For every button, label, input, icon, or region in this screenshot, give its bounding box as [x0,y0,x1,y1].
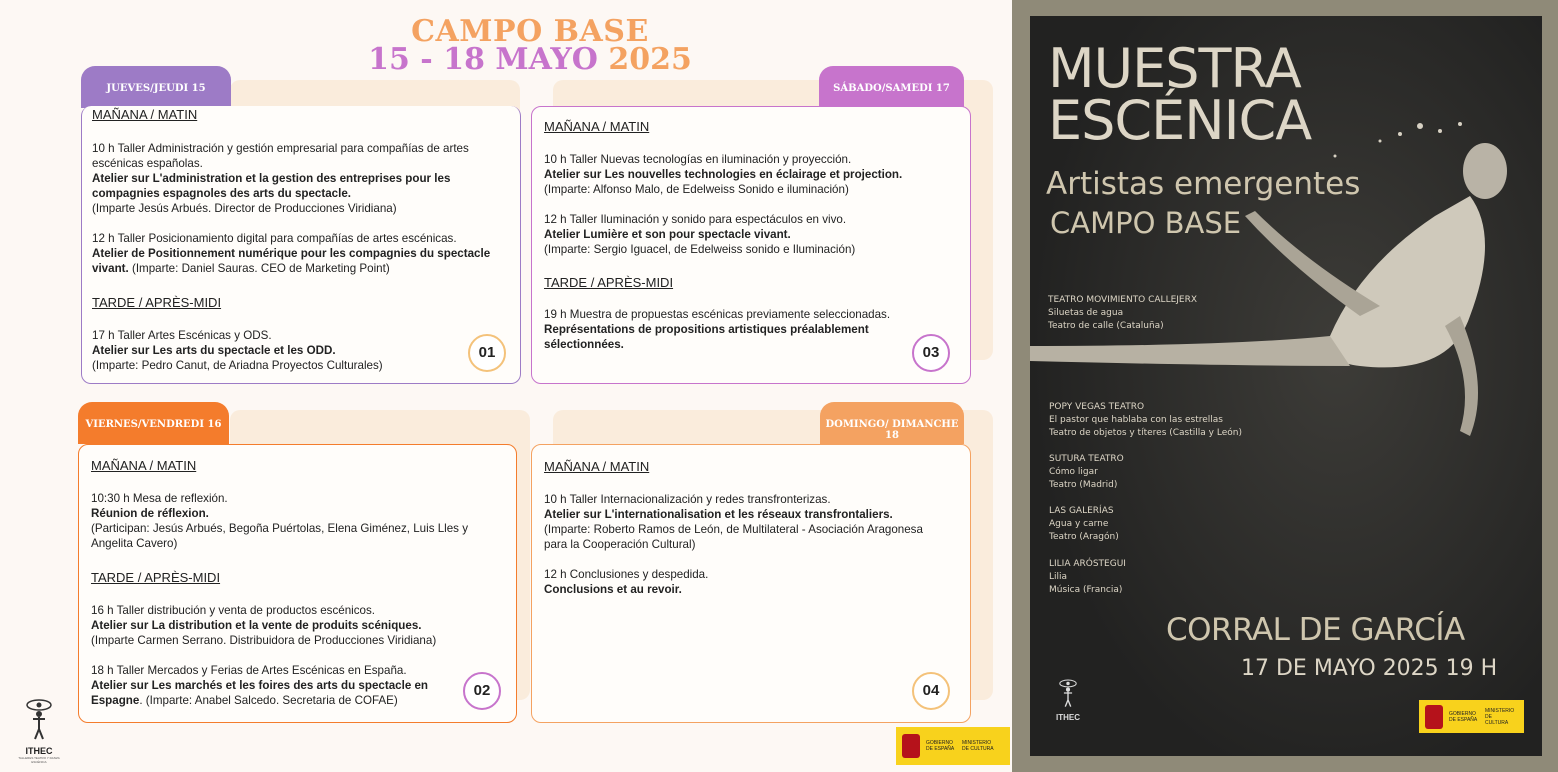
thu-event-3-fr: Atelier sur Les arts du spectacle et les ODD. [92,344,336,357]
poster [1030,16,1542,756]
ithec-emblem-icon [24,697,54,741]
badge-01: 01 [468,334,506,372]
thu-event-3-es: 17 h Taller Artes Escénicas y ODS. [92,329,272,342]
company-3: SUTURA TEATRO Cómo ligar Teatro (Madrid) [1049,454,1124,490]
sun-event-2-fr: Conclusions et au revoir. [544,583,682,596]
fri-event-1-fr: Réunion de réflexion. [91,507,209,520]
tab-friday: VIERNES/VENDREDI 16 [78,402,229,444]
company-5: LILIA ARÓSTEGUI Lilia Música (Francia) [1049,559,1126,595]
gov-logo [896,727,1010,765]
sun-event-1-es: 10 h Taller Internacionalización y redes transfronterizas. [544,493,831,506]
poster-title-2: ESCÉNICA [1048,89,1312,152]
sat-event-2-speaker: (Imparte: Sergio Iguacel, de Edelweiss sonido e Iluminación) [544,243,856,256]
thu-event-1-speaker: (Imparte Jesús Arbués. Director de Producciones Viridiana) [92,202,397,215]
program-dates: 15 - 18 MAYO 2025 [368,42,692,77]
fri-event-2-es: 16 h Taller distribución y venta de productos escénicos. [91,604,375,617]
sat-morning-heading: MAÑANA / MATIN [544,119,650,134]
thu-afternoon-heading: TARDE / APRÈS-MIDI [92,295,222,310]
tab-sunday: DOMINGO/ DIMANCHE 18 [820,402,964,444]
company-4: LAS GALERÍAS Agua y carne Teatro (Aragón) [1049,506,1119,542]
fri-event-3-fr: Atelier sur Les marchés et les foires des arts du spectacle en Espagne. (Imparte: Anabel Salcedo. Secretaria de COFAE) [91,679,429,707]
badge-04: 04 [912,672,950,710]
sat-event-1-fr: Atelier sur Les nouvelles technologies en éclairage et projection. [544,168,903,181]
poster-gov-logo [1419,700,1524,733]
poster-subtitle: Artistas emergentes [1046,166,1361,202]
sun-event-2-es: 12 h Conclusiones y despedida. [544,568,709,581]
sat-event-2-es: 12 h Taller Iluminación y sonido para espectáculos en vivo. [544,213,847,226]
ithec-logo-sub: TALLERES TEATRO Y DANZA ESCÉNICA [18,756,60,764]
poster-venue: CORRAL DE GARCÍA [1166,612,1465,648]
gov-line2: MINISTERIO DE CULTURA [962,740,994,752]
sat-event-1-speaker: (Imparte: Alfonso Malo, de Edelweiss Sonido e iluminación) [544,183,849,196]
badge-02: 02 [463,672,501,710]
sat-event-2-fr: Atelier Lumière et son pour spectacle vivant. [544,228,791,241]
company-1: TEATRO MOVIMIENTO CALLEJERX Siluetas de agua Teatro de calle (Cataluña) [1048,295,1198,331]
fri-event-2-fr: Atelier sur La distribution et la vente de produits scéniques. [91,619,422,632]
sun-morning-heading: MAÑANA / MATIN [544,459,650,474]
tab-saturday: SÁBADO/SAMEDI 17 [819,66,964,108]
thu-event-1-es: 10 h Taller Administración y gestión empresarial para compañías de artes escénicas españolas. [92,142,469,170]
card-saturday [531,106,971,384]
poster-campo: CAMPO BASE [1050,206,1242,240]
card-friday [78,444,517,723]
card-sunday [531,444,971,723]
thu-event-2-fr: Atelier de Positionnement numérique pour les compagnies du spectacle vivant. (Imparte: Daniel Sauras. CEO de Marketing Point) [92,247,491,275]
fri-morning-heading: MAÑANA / MATIN [91,458,197,473]
sun-event-1-fr: Atelier sur L'internationalisation et les réseaux transfrontaliers. [544,508,893,521]
poster-coat-of-arms-icon [1425,705,1443,729]
fri-event-2-speaker: (Imparte Carmen Serrano. Distribuidora de Producciones Viridiana) [91,634,437,647]
tab-thursday: JUEVES/JEUDI 15 [81,66,231,108]
card-thursday [81,106,521,384]
sat-afternoon-heading: TARDE / APRÈS-MIDI [544,275,674,290]
thu-event-2-es: 12 h Taller Posicionamiento digital para compañías de artes escénicas. [92,232,457,245]
badge-03: 03 [912,334,950,372]
company-2: POPY VEGAS TEATRO El pastor que hablaba con las estrellas Teatro de objetos y títeres (Castilla y León) [1049,402,1242,438]
thu-morning-heading: MAÑANA / MATIN [92,107,198,122]
sat-event-3-es: 19 h Muestra de propuestas escénicas previamente seleccionadas. [544,308,891,321]
fri-event-3-es: 18 h Taller Mercados y Ferias de Artes Escénicas en España. [91,664,407,677]
poster-ithec-text: ITHEC [1056,713,1080,722]
fri-event-1-speakers: (Participan: Jesús Arbués, Begoña Puértolas, Elena Giménez, Luis Lles y Angelita Cavero) [91,522,469,550]
thu-event-3-speaker: (Imparte: Pedro Canut, de Ariadna Proyectos Culturales) [92,359,383,372]
gov-line1: GOBIERNO DE ESPAÑA [926,740,955,752]
sat-event-3-fr: Représentations de propositions artistiques préalablement sélectionnées. [544,323,869,351]
ithec-logo [16,697,62,764]
sat-event-1-es: 10 h Taller Nuevas tecnologías en iluminación y proyección. [544,153,852,166]
poster-ithec-emblem-icon [1057,678,1079,708]
ithec-logo-text: ITHEC [25,746,53,756]
poster-date: 17 DE MAYO 2025 19 H [1241,656,1498,681]
fri-event-1-es: 10:30 h Mesa de reflexión. [91,492,228,505]
fri-afternoon-heading: TARDE / APRÈS-MIDI [91,570,221,585]
poster-ithec-logo [1048,678,1088,722]
poster-title-1: MUESTRA [1048,37,1301,100]
program-title: CAMPO BASE [411,14,649,49]
thu-event-1-fr: Atelier sur L'administration et la gestion des entreprises pour les compagnies espagnoles des arts du spectacle. [92,172,451,200]
coat-of-arms-icon [902,734,920,758]
poster-gov-line1: GOBIERNO DE ESPAÑA [1449,710,1478,723]
sun-event-1-speaker: (Imparte: Roberto Ramos de León, de Multilateral - Asociación Aragonesa para la Cooperación Cultural) [544,523,923,551]
poster-gov-line2: MINISTERIO DE CULTURA [1485,707,1515,726]
